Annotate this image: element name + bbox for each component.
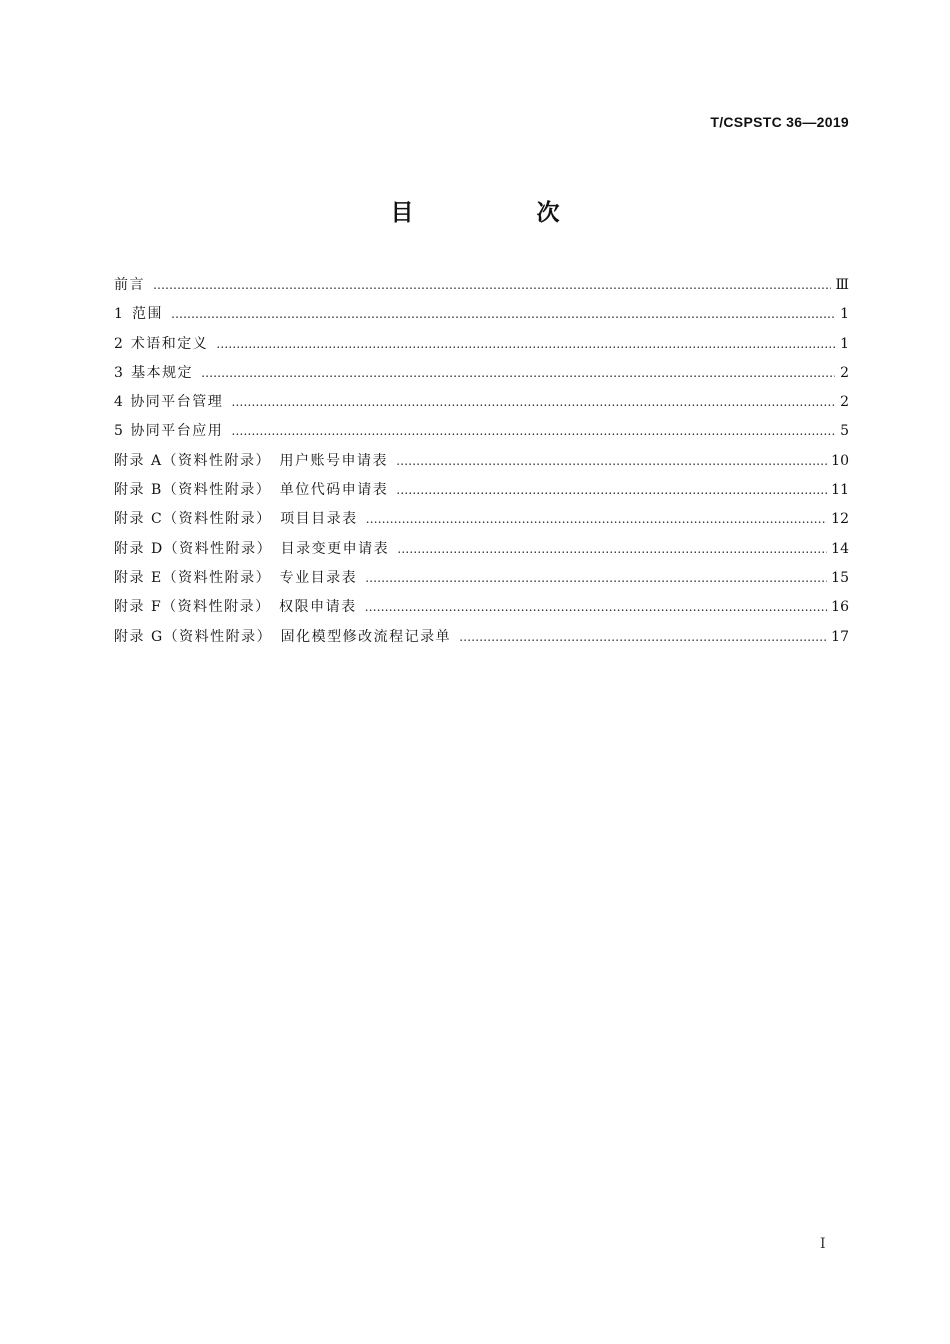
toc-entry-foreword[interactable] [114,271,849,300]
toc-entry-appendix-d[interactable] [114,535,849,564]
toc-leader-dots [366,505,828,534]
toc-entry-page: 5 [840,423,849,440]
toc-entry-page: 16 [831,599,849,616]
toc-entry-3[interactable] [114,359,849,388]
toc-entry-label: 附录 B（资料性附录） 单位代码申请表 [114,482,389,499]
toc-entry-label: 附录 C（资料性附录） 项目目录表 [114,511,358,528]
page-number: I [820,1236,826,1252]
toc-entry-page: 12 [831,511,849,528]
toc-entry-page: 1 [840,306,849,323]
toc-leader-dots [365,593,828,622]
toc-leader-dots [201,359,835,388]
toc-entry-page: 2 [840,364,849,381]
toc-entry-label: 术语和定义 [130,335,209,352]
toc-leader-dots [459,623,827,652]
toc-entry-number: 3 [114,364,123,381]
toc-entry-label: 附录 G（资料性附录） 固化模型修改流程记录单 [114,628,452,645]
table-of-contents [114,271,849,652]
toc-entry-number: 5 [114,423,123,440]
toc-entry-label: 前言 [114,277,145,293]
toc-entry-label: 协同平台应用 [130,423,224,440]
toc-entry-label: 协同平台管理 [130,394,224,411]
toc-entry-page: 14 [831,540,849,557]
toc-entry-appendix-b[interactable] [114,476,849,505]
toc-leader-dots [397,535,827,564]
toc-leader-dots [365,564,827,593]
toc-entry-label: 附录 F（资料性附录） 权限申请表 [114,599,357,616]
standard-code: T/CSPSTC 36—2019 [710,114,849,130]
toc-entry-page: Ⅲ [835,277,849,293]
toc-leader-dots [231,417,835,446]
toc-entry-page: 2 [840,394,849,411]
toc-entry-number: 1 [114,306,123,323]
toc-entry-page: 15 [831,569,849,586]
toc-leader-dots [153,271,831,300]
toc-entry-5[interactable] [114,417,849,446]
toc-entry-2[interactable] [114,330,849,359]
toc-leader-dots [216,330,835,359]
toc-entry-appendix-a[interactable] [114,447,849,476]
toc-entry-number: 2 [114,335,123,352]
toc-leader-dots [396,476,827,505]
toc-entry-appendix-c[interactable] [114,505,849,534]
toc-entry-appendix-e[interactable] [114,564,849,593]
toc-entry-page: 10 [831,452,849,469]
toc-entry-label: 附录 D（资料性附录） 目录变更申请表 [114,540,390,557]
toc-leader-dots [231,388,835,417]
toc-leader-dots [171,300,835,329]
toc-entry-label: 附录 A（资料性附录） 用户账号申请表 [114,452,389,469]
toc-entry-page: 17 [831,628,849,645]
page-title: 目 次 [390,200,610,226]
toc-entry-page: 11 [831,482,849,499]
toc-entry-page: 1 [840,335,849,352]
toc-entry-label: 附录 E（资料性附录） 专业目录表 [114,569,358,586]
toc-entry-appendix-f[interactable] [114,593,849,622]
toc-entry-number: 4 [114,394,123,411]
toc-entry-appendix-g[interactable] [114,623,849,652]
toc-entry-1[interactable] [114,300,849,329]
toc-leader-dots [396,447,827,476]
toc-entry-4[interactable] [114,388,849,417]
toc-entry-label: 基本规定 [131,364,194,381]
toc-entry-label: 范围 [131,306,163,323]
